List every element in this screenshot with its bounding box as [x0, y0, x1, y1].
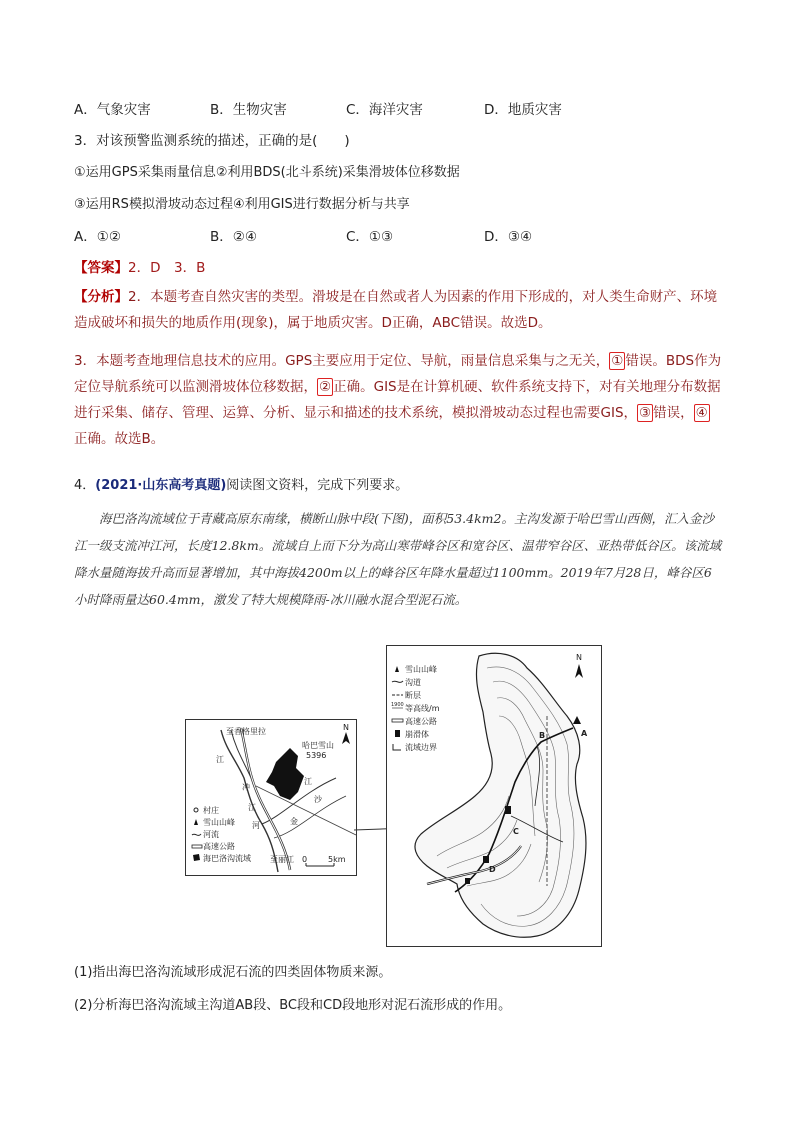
analysis-q2: [74, 284, 722, 336]
legend-collapse-icon: [395, 730, 400, 737]
north-arrow-icon: [342, 732, 350, 744]
q4-material: [74, 505, 722, 613]
q2-option-b: B．生物灾害: [210, 102, 287, 118]
legend-contour: 等高线/m: [405, 704, 440, 713]
label-to-lijiang: 至丽江: [270, 855, 294, 864]
legend-boundary: 流域边界: [405, 743, 437, 752]
analysis-q3-part-d: 错误，: [653, 405, 694, 421]
highway-icon: [192, 845, 202, 848]
analysis-q3-part-b: 错误。BDS作为定位导航系统可以监测滑坡体位移数据，: [74, 353, 722, 395]
legend-collapse: 崩滑体: [405, 730, 429, 739]
q2-option-c: C．海洋灾害: [346, 102, 423, 118]
q4-number: 4．: [74, 478, 96, 493]
label-elevation: 5396: [306, 751, 327, 760]
left-map-svg: [186, 720, 356, 875]
river-char-3: 沙: [314, 795, 322, 804]
haibaluo-basin: [266, 748, 304, 800]
q4-source: (2021·山东高考真题): [95, 478, 227, 493]
analysis-tag: 【分析】: [74, 289, 128, 305]
q3-item2: ③运用RS模拟滑坡动态过程④利用GIS进行数据分析与共享: [74, 197, 410, 212]
q3-stem: 3．对该预警监测系统的描述，正确的是( ): [74, 133, 350, 149]
river-char-7: 金: [290, 817, 298, 826]
q3-option-d: D．③④: [484, 229, 533, 245]
label-haba-mountain: 哈巴雪山: [302, 741, 334, 750]
river-char-6: 河: [252, 821, 260, 830]
village-icon: [194, 808, 198, 812]
q2-option-d: D．地质灾害: [484, 102, 562, 118]
legend-highway-r: 高速公路: [405, 717, 437, 726]
legend-snow-peak: 雪山山峰: [203, 818, 235, 827]
marked-circle-4: ④: [695, 405, 708, 421]
analysis-q3: [74, 348, 722, 452]
scale-5km: 5km: [328, 855, 346, 864]
river-char-2: 江: [304, 777, 312, 786]
scale-zero: 0: [302, 855, 308, 864]
answer-text: 2．D 3．B: [128, 260, 206, 276]
point-d: D: [489, 865, 496, 874]
legend-contour-sample: 1900: [391, 702, 404, 708]
label-to-shangrila: 至香格里拉: [226, 727, 266, 736]
q2-option-a: A．气象灾害: [74, 102, 151, 118]
collapse-body-1: [505, 806, 511, 814]
legend-channel: 沟道: [405, 678, 421, 687]
legend-channel-icon: [392, 681, 403, 682]
river-char-4: 冲: [242, 783, 250, 792]
answer-line: [74, 258, 205, 278]
analysis-q3-part-e: 正确。故选B。: [74, 431, 165, 447]
collapse-body-2: [483, 856, 489, 863]
connector-line: [256, 786, 356, 835]
right-north-arrow-icon: [575, 664, 583, 678]
river-char-5: 江: [248, 803, 256, 812]
collapse-body-3: [465, 878, 470, 884]
left-north-label: N: [343, 723, 349, 732]
snow-peak-icon: [194, 819, 198, 825]
right-snow-peak-icon: [573, 716, 581, 724]
legend-fault: 断层: [405, 691, 421, 700]
right-map-svg: [387, 646, 601, 946]
legend-peak-icon: [395, 666, 399, 672]
marked-circle-2: ②: [319, 379, 332, 395]
q3-item1: ①运用GPS采集雨量信息②利用BDS(北斗系统)采集滑坡体位移数据: [74, 165, 460, 180]
left-location-map: [185, 719, 357, 876]
marked-circle-1: ①: [611, 353, 624, 369]
basin-boundary: [415, 653, 586, 937]
legend-highway-icon: [392, 719, 403, 722]
right-north-label: N: [576, 653, 582, 662]
right-basin-map: [386, 645, 602, 947]
analysis-q3-part-a: 3．本题考查地理信息技术的应用。GPS主要应用于定位、导航，雨量信息采集与之无关，: [74, 353, 610, 369]
point-a: A: [581, 729, 588, 738]
legend-village: 村庄: [203, 806, 219, 815]
legend-boundary-icon: [393, 744, 401, 750]
basin-icon: [193, 854, 200, 861]
marked-circle-3: ③: [639, 405, 652, 421]
point-b: B: [539, 731, 546, 740]
q4-stem: 阅读图文资料，完成下列要求。: [226, 478, 409, 493]
q4-sub2: (2)分析海巴洛沟流域主沟道AB段、BC段和CD段地形对泥石流形成的作用。: [74, 998, 512, 1013]
q3-option-c: C．①③: [346, 229, 394, 245]
legend-river: 河流: [203, 830, 219, 839]
legend-basin: 海巴洛沟流域: [203, 854, 251, 863]
answer-tag: 【答案】: [74, 260, 128, 276]
legend-snow-peak-r: 雪山山峰: [405, 665, 437, 674]
point-c: C: [513, 827, 519, 836]
q4-header: [74, 476, 408, 496]
river-char-1: 江: [216, 755, 224, 764]
analysis-q3-part-c: 正确。GIS是在计算机硬、软件系统支持下，对有关地理分布数据进行采集、储存、管理、运算、分析、显示和描述的技术系统，模拟滑坡动态过程也需要GIS，: [74, 379, 721, 421]
river-icon: [192, 834, 201, 835]
q4-sub1: (1)指出海巴洛沟流域形成泥石流的四类固体物质来源。: [74, 965, 392, 980]
analysis-q2-text: 2．本题考查自然灾害的类型。滑坡是在自然或者人为因素的作用下形成的，对人类生命财产、环境造成破坏和损失的地质作用(现象)，属于地质灾害。D正确，ABC错误。故选D。: [74, 289, 718, 331]
q3-option-b: B．②④: [210, 229, 257, 245]
legend-highway: 高速公路: [203, 842, 235, 851]
tributary: [274, 796, 346, 838]
q4-material-text: 海巴洛沟流域位于青藏高原东南缘，横断山脉中段(下图)，面积53.4km2。主沟发源于哈巴雪山西侧，汇入金沙江一级支流冲江河，长度12.8km。流域自上而下分为高山寒带峰谷区和宽谷区、温带窄谷区、亚热带低谷区。该流域降水量随海拔升高而显著增加，其中海拔4200m以上的峰谷区年降水量超过1100mm。2019年7月28日，峰谷区6小时降雨量达60.4mm，激发了特大规模降雨-冰川融水混合型泥石流。: [74, 511, 722, 607]
q3-option-a: A．①②: [74, 229, 121, 245]
